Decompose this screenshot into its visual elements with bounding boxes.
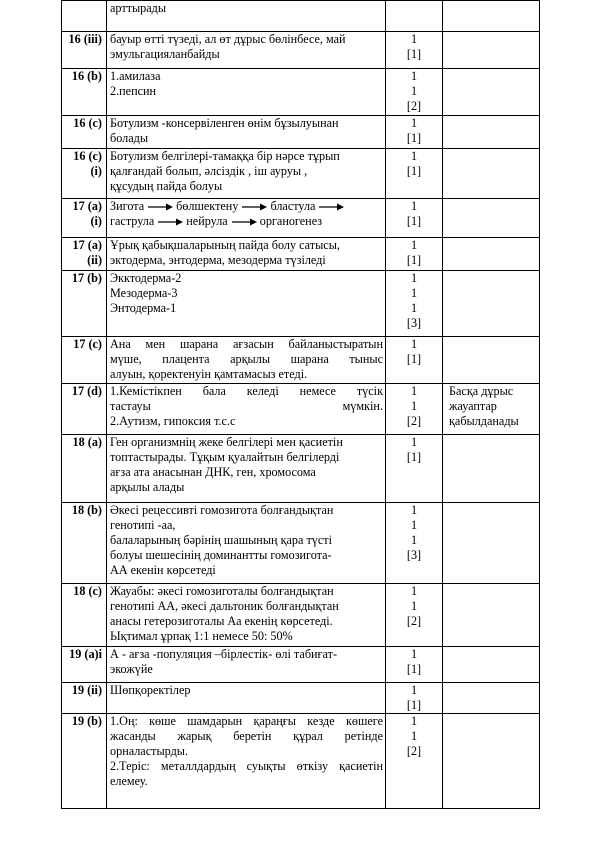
answer-line: 1.Кемістікпен бала келеді немесе түсік — [110, 384, 383, 398]
mark-value: 1 — [410, 399, 418, 413]
note-line: қабылданады — [449, 414, 519, 428]
mark-scheme-table — [61, 0, 540, 809]
table-row — [62, 149, 540, 199]
table-row — [62, 116, 540, 149]
mark-value: [1] — [406, 164, 422, 178]
answer-line: АА екенін көрсетеді — [110, 563, 216, 577]
notes-cell — [443, 384, 540, 435]
marks-cell — [386, 714, 443, 809]
mark-value: 1 — [410, 533, 418, 547]
flow-step: органогенез — [259, 214, 323, 228]
question-code: 19 (a)i — [62, 647, 107, 683]
answer-text — [107, 584, 386, 647]
mark-value: 1 — [410, 384, 418, 398]
process-flow-line — [110, 199, 383, 214]
marks-cell — [386, 435, 443, 503]
mark-value: 1 — [410, 301, 418, 315]
mark-value: [1] — [406, 253, 422, 267]
question-code: 18 (a) — [62, 435, 107, 503]
question-code: 17 (a) (i) — [62, 199, 107, 238]
answer-line: орналастырды. — [110, 744, 189, 758]
answer-line: Ұрық қабықшаларының пайда болу сатысы, — [110, 238, 340, 252]
notes-cell — [443, 116, 540, 149]
notes-cell — [443, 683, 540, 714]
arrow-icon — [318, 203, 344, 211]
table-row — [62, 238, 540, 271]
marks-cell — [386, 384, 443, 435]
mark-value: [2] — [406, 99, 422, 113]
mark-value: 1 — [410, 271, 418, 285]
answer-text — [107, 271, 386, 337]
table-row — [62, 683, 540, 714]
mark-value: [1] — [406, 662, 422, 676]
table-row — [62, 503, 540, 584]
mark-value: [1] — [406, 47, 422, 61]
flow-step: нейрула — [186, 214, 228, 228]
marks-cell — [386, 116, 443, 149]
notes-cell — [443, 149, 540, 199]
question-code: 16 (c) (i) — [62, 149, 107, 199]
mark-value: [1] — [406, 214, 422, 228]
answer-line: мүше, плацента арқылы шарана тыныс — [110, 352, 383, 366]
marks-cell — [386, 32, 443, 69]
answer-text — [107, 238, 386, 271]
answer-text — [107, 714, 386, 809]
answer-text — [107, 116, 386, 149]
table-row — [62, 584, 540, 647]
flow-step: гаструла — [110, 214, 155, 228]
notes-cell — [443, 714, 540, 809]
mark-value: 1 — [410, 32, 418, 46]
answer-text — [107, 384, 386, 435]
marks-cell — [386, 683, 443, 714]
question-code: 16 (b) — [62, 69, 107, 116]
answer-line: эмульгацияланбайды — [110, 47, 220, 61]
mark-value: [1] — [406, 131, 422, 145]
note-line: Басқа дұрыс — [449, 384, 514, 398]
answer-line: елемеу. — [110, 774, 148, 788]
mark-value: 1 — [410, 116, 418, 130]
answer-line: құсудың пайда болуы — [110, 179, 223, 193]
note-line: жауаптар — [449, 399, 497, 413]
notes-cell — [443, 238, 540, 271]
table-row — [62, 647, 540, 683]
table-row — [62, 69, 540, 116]
question-code: 17 (d) — [62, 384, 107, 435]
question-code: 18 (b) — [62, 503, 107, 584]
answer-text — [107, 69, 386, 116]
notes-cell — [443, 1, 540, 32]
mark-value: 1 — [410, 647, 418, 661]
mark-value: 1 — [410, 84, 418, 98]
mark-value: 1 — [410, 683, 418, 697]
question-code: 19 (ii) — [62, 683, 107, 714]
answer-line: арқылы алады — [110, 480, 185, 494]
mark-value: 1 — [410, 584, 418, 598]
arrow-icon — [147, 203, 173, 211]
question-code: 17 (a) (ii) — [62, 238, 107, 271]
marks-cell — [386, 149, 443, 199]
mark-value: 1 — [410, 286, 418, 300]
flow-step: бластула — [270, 199, 316, 213]
table-row — [62, 714, 540, 809]
mark-value: 1 — [410, 435, 418, 449]
marks-cell — [386, 337, 443, 384]
notes-cell — [443, 271, 540, 337]
mark-value: 1 — [410, 69, 418, 83]
question-code — [62, 1, 107, 32]
mark-value: 1 — [410, 714, 418, 728]
question-code: 18 (c) — [62, 584, 107, 647]
arrow-icon — [318, 203, 344, 211]
answer-text — [107, 199, 386, 238]
notes-cell — [443, 337, 540, 384]
mark-value: 1 — [410, 238, 418, 252]
answer-line: бауыр өтті түзеді, ал өт дұрыс бөлінбесе, май — [110, 32, 346, 46]
flow-step: бөлшектену — [176, 199, 239, 213]
answer-line: алуын, қоректенуін қамтамасыз етеді. — [110, 367, 308, 381]
marks-cell — [386, 238, 443, 271]
marks-cell — [386, 647, 443, 683]
answer-line: А - ағза -популяция –бірлестік- өлі табиғат- — [110, 647, 338, 661]
answer-line: 2.Аутизм, гипоксия т.с.с — [110, 414, 236, 428]
answer-line: 2.Теріс: металлдардың суықты өткізу қасиетін — [110, 759, 383, 773]
arrow-icon — [231, 218, 257, 226]
table-row — [62, 1, 540, 32]
answer-line: Шөпқоректілер — [110, 683, 191, 697]
mark-scheme-body — [62, 1, 540, 809]
answer-line: тастауы мүмкін. — [110, 399, 383, 413]
answer-text — [107, 647, 386, 683]
answer-line: Әкесі рецессивті гомозигота болғандықтан — [110, 503, 334, 517]
arrow-icon — [157, 218, 183, 226]
mark-value: 1 — [410, 518, 418, 532]
answer-text — [107, 503, 386, 584]
flow-step: Зигота — [110, 199, 145, 213]
answer-line: болады — [110, 131, 149, 145]
answer-line: Экктодерма-2 — [110, 271, 182, 285]
mark-value: 1 — [410, 599, 418, 613]
answer-line: 1.Оң: көше шамдарын қараңғы кезде көшеге — [110, 714, 383, 728]
process-flow-line — [110, 214, 383, 229]
answer-line: генотипі -аа, — [110, 518, 176, 532]
mark-value: [2] — [406, 744, 422, 758]
table-row — [62, 337, 540, 384]
mark-value: [2] — [406, 414, 422, 428]
answer-line: Ықтимал ұрпақ 1:1 немесе 50: 50% — [110, 629, 293, 643]
mark-value: [3] — [406, 316, 422, 330]
question-code: 19 (b) — [62, 714, 107, 809]
answer-line: арттырады — [110, 1, 167, 15]
notes-cell — [443, 69, 540, 116]
answer-line: 2.пепсин — [110, 84, 157, 98]
table-row — [62, 271, 540, 337]
mark-value: 1 — [410, 199, 418, 213]
arrow-icon — [241, 203, 267, 211]
answer-text — [107, 149, 386, 199]
marks-cell — [386, 199, 443, 238]
question-code: 17 (c) — [62, 337, 107, 384]
arrow-icon — [241, 203, 267, 211]
notes-cell — [443, 503, 540, 584]
answer-text — [107, 32, 386, 69]
arrow-icon — [147, 203, 173, 211]
mark-value: 1 — [410, 337, 418, 351]
answer-line: ағза ата анасынан ДНК, ген, хромосома — [110, 465, 316, 479]
marks-cell — [386, 69, 443, 116]
notes-cell — [443, 32, 540, 69]
answer-line: Ген организмнің жеке белгілері мен қасиетін — [110, 435, 343, 449]
marks-cell — [386, 271, 443, 337]
mark-value: [1] — [406, 698, 422, 712]
mark-value: 1 — [410, 149, 418, 163]
answer-line: анасы гетерозиготалы Аа екенің көрсетеді. — [110, 614, 333, 628]
mark-value: 1 — [410, 503, 418, 517]
question-code: 16 (c) — [62, 116, 107, 149]
answer-text — [107, 435, 386, 503]
answer-line: эктодерма, энтодерма, мезодерма түзіледі — [110, 253, 326, 267]
table-row — [62, 199, 540, 238]
notes-cell — [443, 584, 540, 647]
answer-line: Ботулизм -консервіленген өнім бұзылуынан — [110, 116, 339, 130]
answer-line: жасанды жарық беретін құрал ретінде — [110, 729, 383, 743]
answer-line: болуы шешесінің доминантты гомозигота- — [110, 548, 332, 562]
answer-line: Мезодерма-3 — [110, 286, 178, 300]
mark-value: 1 — [410, 729, 418, 743]
table-row — [62, 32, 540, 69]
mark-value: [3] — [406, 548, 422, 562]
mark-value: [1] — [406, 352, 422, 366]
mark-value: [1] — [406, 450, 422, 464]
answer-line: балаларының бәрінің шашының қара түсті — [110, 533, 333, 547]
answer-line: топтастырады. Тұқым қуалайтын белгілерді — [110, 450, 340, 464]
answer-line: 1.амилаза — [110, 69, 161, 83]
question-code: 16 (iii) — [62, 32, 107, 69]
answer-text — [107, 337, 386, 384]
question-code: 17 (b) — [62, 271, 107, 337]
answer-line: экожүйе — [110, 662, 153, 676]
marks-cell — [386, 584, 443, 647]
table-row — [62, 435, 540, 503]
marks-cell — [386, 1, 443, 32]
notes-cell — [443, 435, 540, 503]
answer-line: Ботулизм белгілері-тамаққа бір нәрсе тұрып — [110, 149, 340, 163]
answer-text — [107, 1, 386, 32]
answer-line: қалғандай болып, әлсіздік , іш ауруы , — [110, 164, 308, 178]
answer-line: Жауабы: әкесі гомозиготалы болғандықтан — [110, 584, 334, 598]
notes-cell — [443, 647, 540, 683]
answer-line: Энтодерма-1 — [110, 301, 177, 315]
answer-line: генотипі АА, әкесі дальтоник болғандықтан — [110, 599, 339, 613]
answer-line: Ана мен шарана ағзасын байланыстыратын — [110, 337, 383, 351]
mark-value: [2] — [406, 614, 422, 628]
arrow-icon — [157, 218, 183, 226]
answer-text — [107, 683, 386, 714]
notes-cell — [443, 199, 540, 238]
arrow-icon — [231, 218, 257, 226]
marks-cell — [386, 503, 443, 584]
table-row — [62, 384, 540, 435]
